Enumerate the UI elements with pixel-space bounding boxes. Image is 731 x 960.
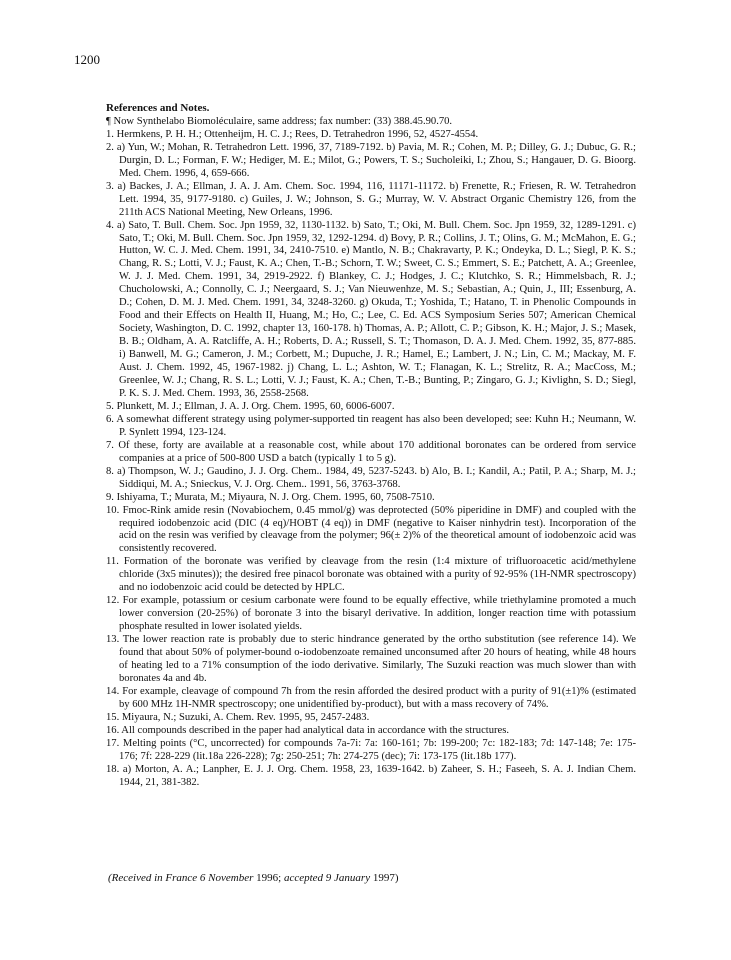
reference-entry: 3. a) Backes, J. A.; Ellman, J. A. J. Am. Chem. Soc. 1994, 116, 11171-11172. b) Frenette, R.; Friesen, R. W. Tetrahedron Lett. 1994, 35, 9177-9180. c) Guiles, J. W.; Johnson, S. G.; Murray, W. V. Abstract Organic Chemistry 126, from the 211th ACS National Meeting, New Orleans, 1996.: [106, 180, 636, 218]
reference-entry: 4. a) Sato, T. Bull. Chem. Soc. Jpn 1959, 32, 1130-1132. b) Sato, T.; Oki, M. Bull. Chem. Soc. Jpn 1959, 32, 1289-1291. c) Sato, T.; Oki, M. Bull. Chem. Soc. Jpn 1959, 32, 1292-1294. d) Bovy, P. R.; Collins, J. T.; Olins, G. M.; McMahon, E. G.; Hutton, W. C. J. Med. Chem. 1991, 34, 2410-7510. e) Mantlo, N. B.; Chakravarty, P. K.; Ondeyka, D. L.; Siegl, P. K. S.; Chang, R. S.; Lotti, V. J.; Faust, K. A.; Chen, T.-B.; Schorn, T. W.; Sweet, C. S.; Emmert, S. E.; Patchett, A. A.; Greenlee, W. J. J. Med. Chem. 1991, 34, 2919-2922. f) Blankey, C. J.; Hodges, J. C.; Klutchko, S. R.; Himmelsbach, R. J.; Chucholowski, A.; Connolly, C. J.; Neergaard, S. J.; Van Nieuwenhze, M. S.; Sebastian, A.; Quin, J., III; Essenburg, A. D.; Cohen, D. M. J. Med. Chem. 1991, 34, 3248-3260. g) Okuda, T.; Yoshida, T.; Hatano, T. in Phenolic Compounds in Food and their Effects on Health II, Huang, M.; Ho, C.; Lee, C. Ed. ACS Symposium Series 507; American Chemical Society, Washington, D. C. 1992, chapter 13, 160-178. h) Thomas, A. P.; Allott, C. P.; Gibson, K. H.; Major, J. S.; Masek, B. B.; Oldham, A. A. Ratcliffe, A. H.; Roberts, D. A.; Russell, S. T.; Thomason, D. A. J. Med. Chem. 1992, 35, 877-885. i) Banwell, M. G.; Cameron, J. M.; Corbett, M.; Dupuche, J. R.; Hamel, E.; Lambert, J. N.; Lin, C. M.; Mackay, M. F. Aust. J. Chem. 1992, 45, 1967-1982. j) Chang, L. L.; Ashton, W. T.; Flanagan, K. L.; Strelitz, R. A.; MacCoss, M.; Greenlee, W. J.; Chang, R. S. L.; Lotti, V. J.; Faust, K. A.; Chen, T.-B.; Bunting, P.; Zingaro, G. J.; Kivlighn, S. D.; Siegl, P. K. S. J. Med. Chem. 1993, 36, 2558-2568.: [106, 219, 636, 399]
accepted-date: accepted 9 January: [283, 872, 371, 884]
reference-entry: 5. Plunkett, M. J.; Ellman, J. A. J. Org. Chem. 1995, 60, 6006-6007.: [106, 400, 395, 412]
accepted-year: 1997): [370, 872, 399, 884]
received-date: (Received in France 6 November: [108, 872, 254, 884]
received-line: [108, 872, 399, 884]
page-number: 1200: [74, 52, 100, 67]
references-section: [106, 102, 636, 790]
reference-entry: 11. Formation of the boronate was verified by cleavage from the resin (1:4 mixture of trifluoroacetic acid/methylene chloride (3x5 minutes)); the desired free pinacol boronate was obtained with a purity of 92-95% (1H-NMR spectroscopy) and no iodobenzoic acid could be detected by HPLC.: [106, 556, 636, 594]
reference-entry: 12. For example, potassium or cesium carbonate were found to be equally effective, while triethylamine promoted a much lower conversion (20-25%) of boronate 3 into the bisaryl derivative. In addition, longer reaction time with potassium phosphate resulted in lower isolated yields.: [106, 595, 636, 633]
reference-entry: 8. a) Thompson, W. J.; Gaudino, J. J. Org. Chem.. 1984, 49, 5237-5243. b) Alo, B. I.; Kandil, A.; Patil, P. A.; Sharp, M. J.; Siddiqui, M. A.; Snieckus, V. J. Org. Chem.. 1991, 56, 3763-3768.: [106, 465, 636, 490]
reference-entry: 14. For example, cleavage of compound 7h from the resin afforded the desired product with a purity of 91(±1)% (estimated by 600 MHz 1H-NMR spectroscopy; one unidentified by-product), but with a mass recovery of 74%.: [106, 685, 636, 710]
reference-entry: 18. a) Morton, A. A.; Lanpher, E. J. J. Org. Chem. 1958, 23, 1639-1642. b) Zaheer, S. H.; Faseeh, S. A. J. Indian Chem. 1944, 21, 381-382.: [106, 763, 636, 788]
references-title: References and Notes.: [106, 102, 210, 114]
affiliation-note: ¶ Now Synthelabo Biomoléculaire, same address; fax number: (33) 388.45.90.70.: [106, 115, 453, 127]
reference-entry: 7. Of these, forty are available at a reasonable cost, while about 170 additional boronates can be ordered from service companies at a price of 500-800 USD a batch (typically 1 to 5 g).: [106, 439, 636, 464]
reference-entry: 17. Melting points (°C, uncorrected) for compounds 7a-7i: 7a: 160-161; 7b: 199-200; 7c: 182-183; 7d: 147-148; 7e: 175-176; 7f: 228-229 (lit.18a 226-228); 7g: 250-251; 7h: 274-275 (dec); 7i: 173-175 (lit.18b 177).: [106, 737, 636, 762]
reference-entry: 1. Hermkens, P. H. H.; Ottenheijm, H. C. J.; Rees, D. Tetrahedron 1996, 52, 4527-4554.: [106, 128, 479, 140]
received-year: 1996;: [253, 872, 284, 884]
reference-list: [106, 116, 636, 790]
reference-entry: 10. Fmoc-Rink amide resin (Novabiochem, 0.45 mmol/g) was deprotected (50% piperidine in DMF) and coupled with the required iodobenzoic acid (DIC (4 eq)/HOBT (4 eq)) in DMF (negative to Kaiser ninhydrin test). Incorporation of the acid on the resin was verified by cleavage from the polymer; 96(± 2)% of the theoretical amount of iodobenzoic acid was consistently recovered.: [106, 504, 636, 555]
reference-entry: 2. a) Yun, W.; Mohan, R. Tetrahedron Lett. 1996, 37, 7189-7192. b) Pavia, M. R.; Cohen, M. P.; Dilley, G. J.; Dubuc, G. R.; Durgin, D. L.; Forman, F. W.; Hediger, M. E.; Milot, G.; Powers, T. S.; Sucholeiki, I.; Zhou, S.; Hangauer, D. G. Bioorg. Med. Chem. 1996, 4, 659-666.: [106, 141, 636, 179]
reference-entry: 13. The lower reaction rate is probably due to steric hindrance generated by the ortho substitution (see reference 14). We found that about 50% of polymer-bound o-iodobenzoate remained unconsumed after 20 hours of heating, while 48 hours of heating led to a 71% consumption of the iodo derivative. Similarly, The Suzuki reaction was much slower than with boronates 4a and 4b.: [106, 634, 636, 684]
reference-entry: 15. Miyaura, N.; Suzuki, A. Chem. Rev. 1995, 95, 2457-2483.: [106, 711, 370, 723]
reference-entry: 9. Ishiyama, T.; Murata, M.; Miyaura, N. J. Org. Chem. 1995, 60, 7508-7510.: [106, 491, 435, 503]
reference-entry: 16. All compounds described in the paper had analytical data in accordance with the structures.: [106, 724, 510, 736]
reference-entry: 6. A somewhat different strategy using polymer-supported tin reagent has also been developed; see: Kuhn H.; Neumann, W. P. Synlett 1994, 123-124.: [106, 413, 636, 438]
